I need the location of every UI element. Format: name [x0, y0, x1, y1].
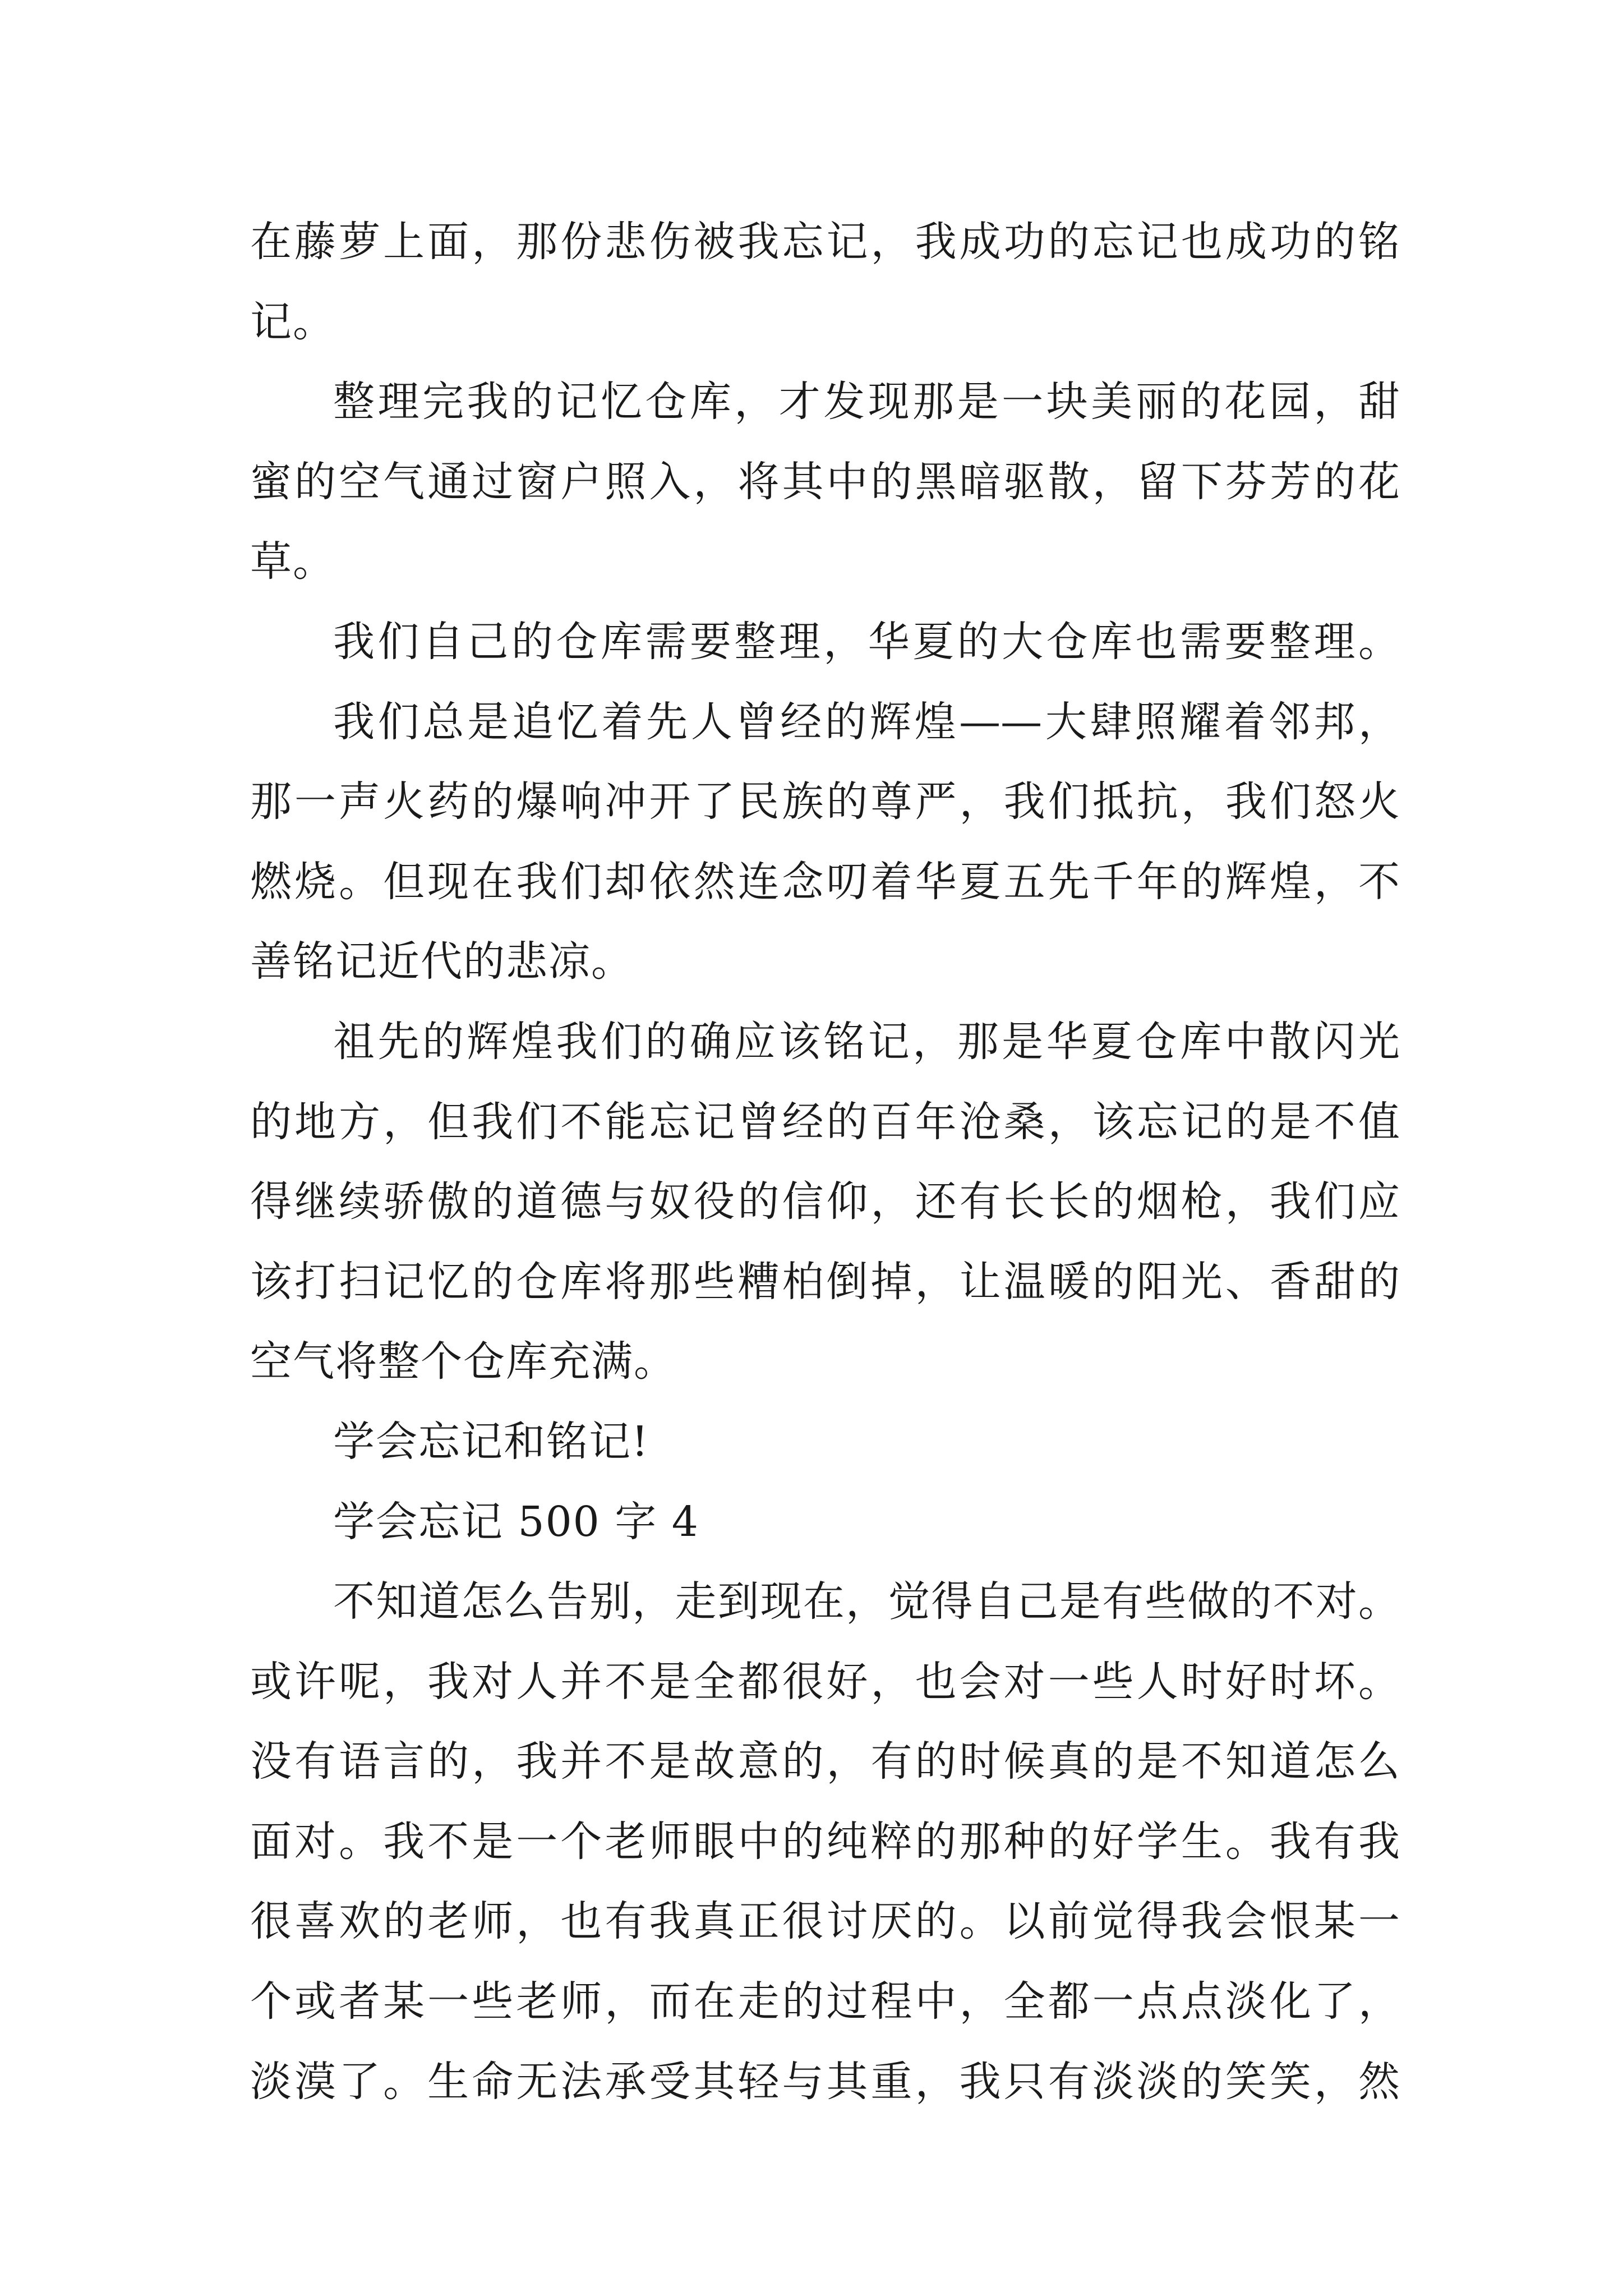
text-line: 学会忘记 500 字 4	[333, 1497, 699, 1546]
text-line: 草。	[250, 537, 335, 586]
text-line: 在藤萝上面，那份悲伤被我忘记，我成功的忘记也成功的铭	[250, 218, 1400, 266]
text-line: 面对。我不是一个老师眼中的纯粹的那种的好学生。我有我	[250, 1817, 1400, 1866]
text-line: 整理完我的记忆仓库，才发现那是一块美丽的花园，甜	[333, 378, 1400, 426]
text-line: 得继续骄傲的道德与奴役的信仰，还有长长的烟枪，我们应	[250, 1177, 1400, 1226]
text-line: 或许呢，我对人并不是全都很好，也会对一些人时好时坏。	[250, 1657, 1400, 1706]
text-line: 没有语言的，我并不是故意的，有的时候真的是不知道怎么	[250, 1737, 1400, 1786]
text-line: 祖先的辉煌我们的确应该铭记，那是华夏仓库中散闪光	[333, 1017, 1400, 1066]
text-line: 个或者某一些老师，而在走的过程中，全都一点点淡化了，	[250, 1977, 1400, 2026]
text-line: 我们总是追忆着先人曾经的辉煌——大肆照耀着邻邦，	[333, 697, 1400, 746]
text-line: 很喜欢的老师，也有我真正很讨厌的。以前觉得我会恨某一	[250, 1897, 1400, 1946]
text-line: 记。	[250, 297, 335, 346]
text-line: 善铭记近代的悲凉。	[250, 937, 634, 986]
text-line: 空气将整个仓库充满。	[250, 1337, 676, 1386]
text-line: 不知道怎么告别，走到现在，觉得自己是有些做的不对。	[333, 1577, 1400, 1626]
text-line: 的地方，但我们不能忘记曾经的百年沧桑，该忘记的是不值	[250, 1097, 1400, 1146]
text-line: 蜜的空气通过窗户照入，将其中的黑暗驱散，留下芬芳的花	[250, 457, 1400, 506]
text-line: 学会忘记和铭记!	[333, 1417, 649, 1466]
text-line: 燃烧。但现在我们却依然连念叨着华夏五先千年的辉煌，不	[250, 857, 1400, 906]
essay-body	[250, 202, 1400, 2122]
text-line: 该打扫记忆的仓库将那些糟柏倒掉，让温暖的阳光、香甜的	[250, 1257, 1400, 1306]
text-line: 淡漠了。生命无法承受其轻与其重，我只有淡淡的笑笑，然	[250, 2057, 1400, 2106]
text-line: 那一声火药的爆响冲开了民族的尊严，我们抵抗，我们怒火	[250, 777, 1400, 826]
text-line: 我们自己的仓库需要整理，华夏的大仓库也需要整理。	[333, 617, 1400, 666]
